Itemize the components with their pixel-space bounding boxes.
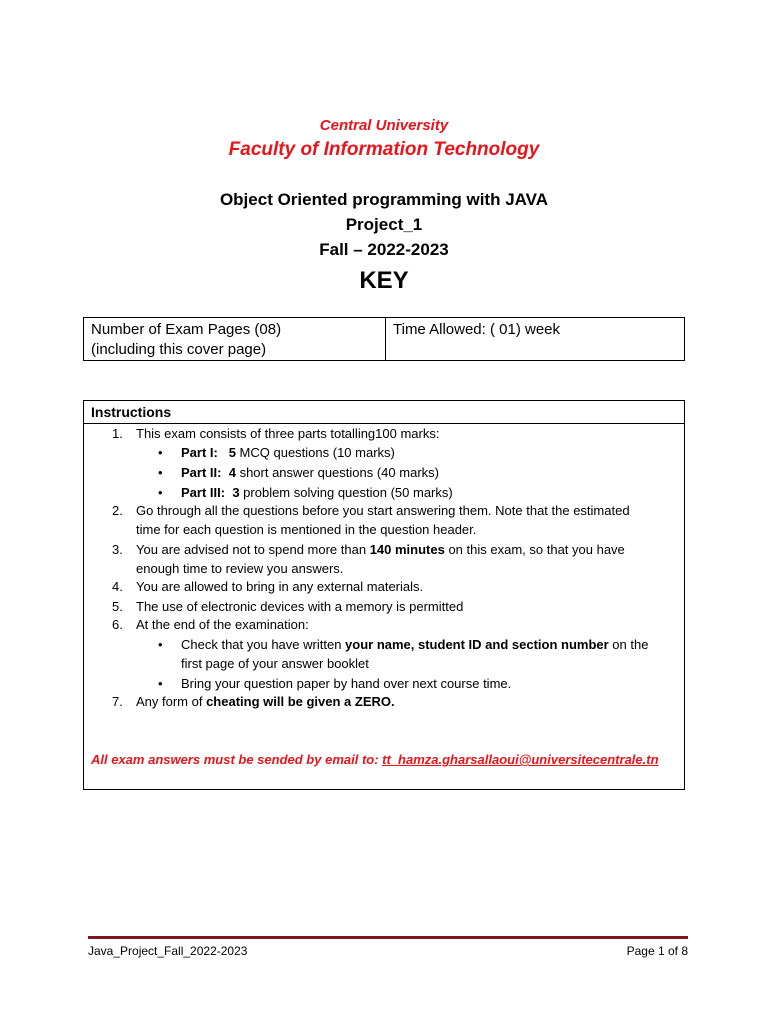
part-label: Part III: [181, 485, 226, 500]
instructions-box [83, 400, 685, 790]
bullet-icon: • [158, 445, 163, 460]
instruction-text: The use of electronic devices with a memory is permitted [136, 599, 464, 614]
bullet-icon: • [158, 637, 163, 652]
faculty-name: Faculty of Information Technology [228, 139, 540, 160]
part-text: short answer questions (40 marks) [239, 465, 439, 480]
instruction-text: on the [608, 637, 649, 652]
email-link[interactable]: tt_hamza.gharsallaoui@universitecentrale.tn [382, 752, 659, 767]
bullet-icon: • [158, 676, 163, 691]
instruction-text: Go through all the questions before you start answering them. Note that the estimated [136, 503, 630, 518]
instruction-text: At the end of the examination: [136, 617, 309, 632]
instruction-text: Check that you have written [181, 637, 346, 652]
time-allowed-cell: Time Allowed: ( 01) week [393, 321, 561, 338]
exam-pages-cell [84, 318, 386, 360]
project-title: Project_1 [345, 215, 423, 234]
list-number: 6. [112, 617, 123, 632]
exam-pages-line1: Number of Exam Pages (08) [91, 321, 282, 338]
part-label: Part II: [181, 465, 222, 480]
list-number: 3. [112, 542, 123, 557]
part-label: Part I: [181, 445, 218, 460]
list-number: 1. [112, 426, 123, 441]
footer-divider [88, 936, 688, 939]
instruction-text: You are allowed to bring in any external materials. [136, 579, 424, 594]
part-count: 3 [232, 485, 240, 500]
footer-page-number: Page 1 of 8 [626, 944, 688, 958]
list-number: 4. [112, 579, 123, 594]
required-fields: your name, student ID and section number [345, 637, 609, 652]
course-title: Object Oriented programming with JAVA [219, 190, 549, 209]
bullet-icon: • [158, 485, 163, 500]
key-label: KEY [359, 267, 409, 294]
email-prefix: All exam answers must be sended by email to: [91, 752, 383, 767]
part-text: MCQ questions (10 marks) [239, 445, 395, 460]
exam-info-table [83, 317, 685, 361]
footer-document-name: Java_Project_Fall_2022-2023 [88, 944, 248, 958]
instruction-text: time for each question is mentioned in the question header. [136, 522, 477, 537]
instruction-text: Bring your question paper by hand over next course time. [181, 676, 512, 691]
part-count: 5 [228, 445, 236, 460]
instructions-title: Instructions [84, 401, 684, 424]
bullet-icon: • [158, 465, 163, 480]
list-number: 2. [112, 503, 123, 518]
instruction-text: on this exam, so that you have [444, 542, 625, 557]
time-limit: 140 minutes [369, 542, 445, 557]
exam-pages-line2: (including this cover page) [91, 341, 267, 358]
instruction-text: enough time to review you answers. [136, 561, 344, 576]
email-instruction [91, 751, 659, 769]
instruction-text: Any form of [136, 694, 207, 709]
university-name: Central University [319, 117, 449, 134]
cheating-warning: cheating will be given a ZERO. [206, 694, 395, 709]
instruction-text: first page of your answer booklet [181, 656, 369, 671]
instruction-text: This exam consists of three parts totalling100 marks: [136, 426, 440, 441]
list-number: 5. [112, 599, 123, 614]
instruction-text: You are advised not to spend more than [136, 542, 370, 557]
part-count: 4 [228, 465, 236, 480]
term: Fall – 2022-2023 [319, 240, 449, 259]
part-text: problem solving question (50 marks) [243, 485, 453, 500]
list-number: 7. [112, 694, 123, 709]
